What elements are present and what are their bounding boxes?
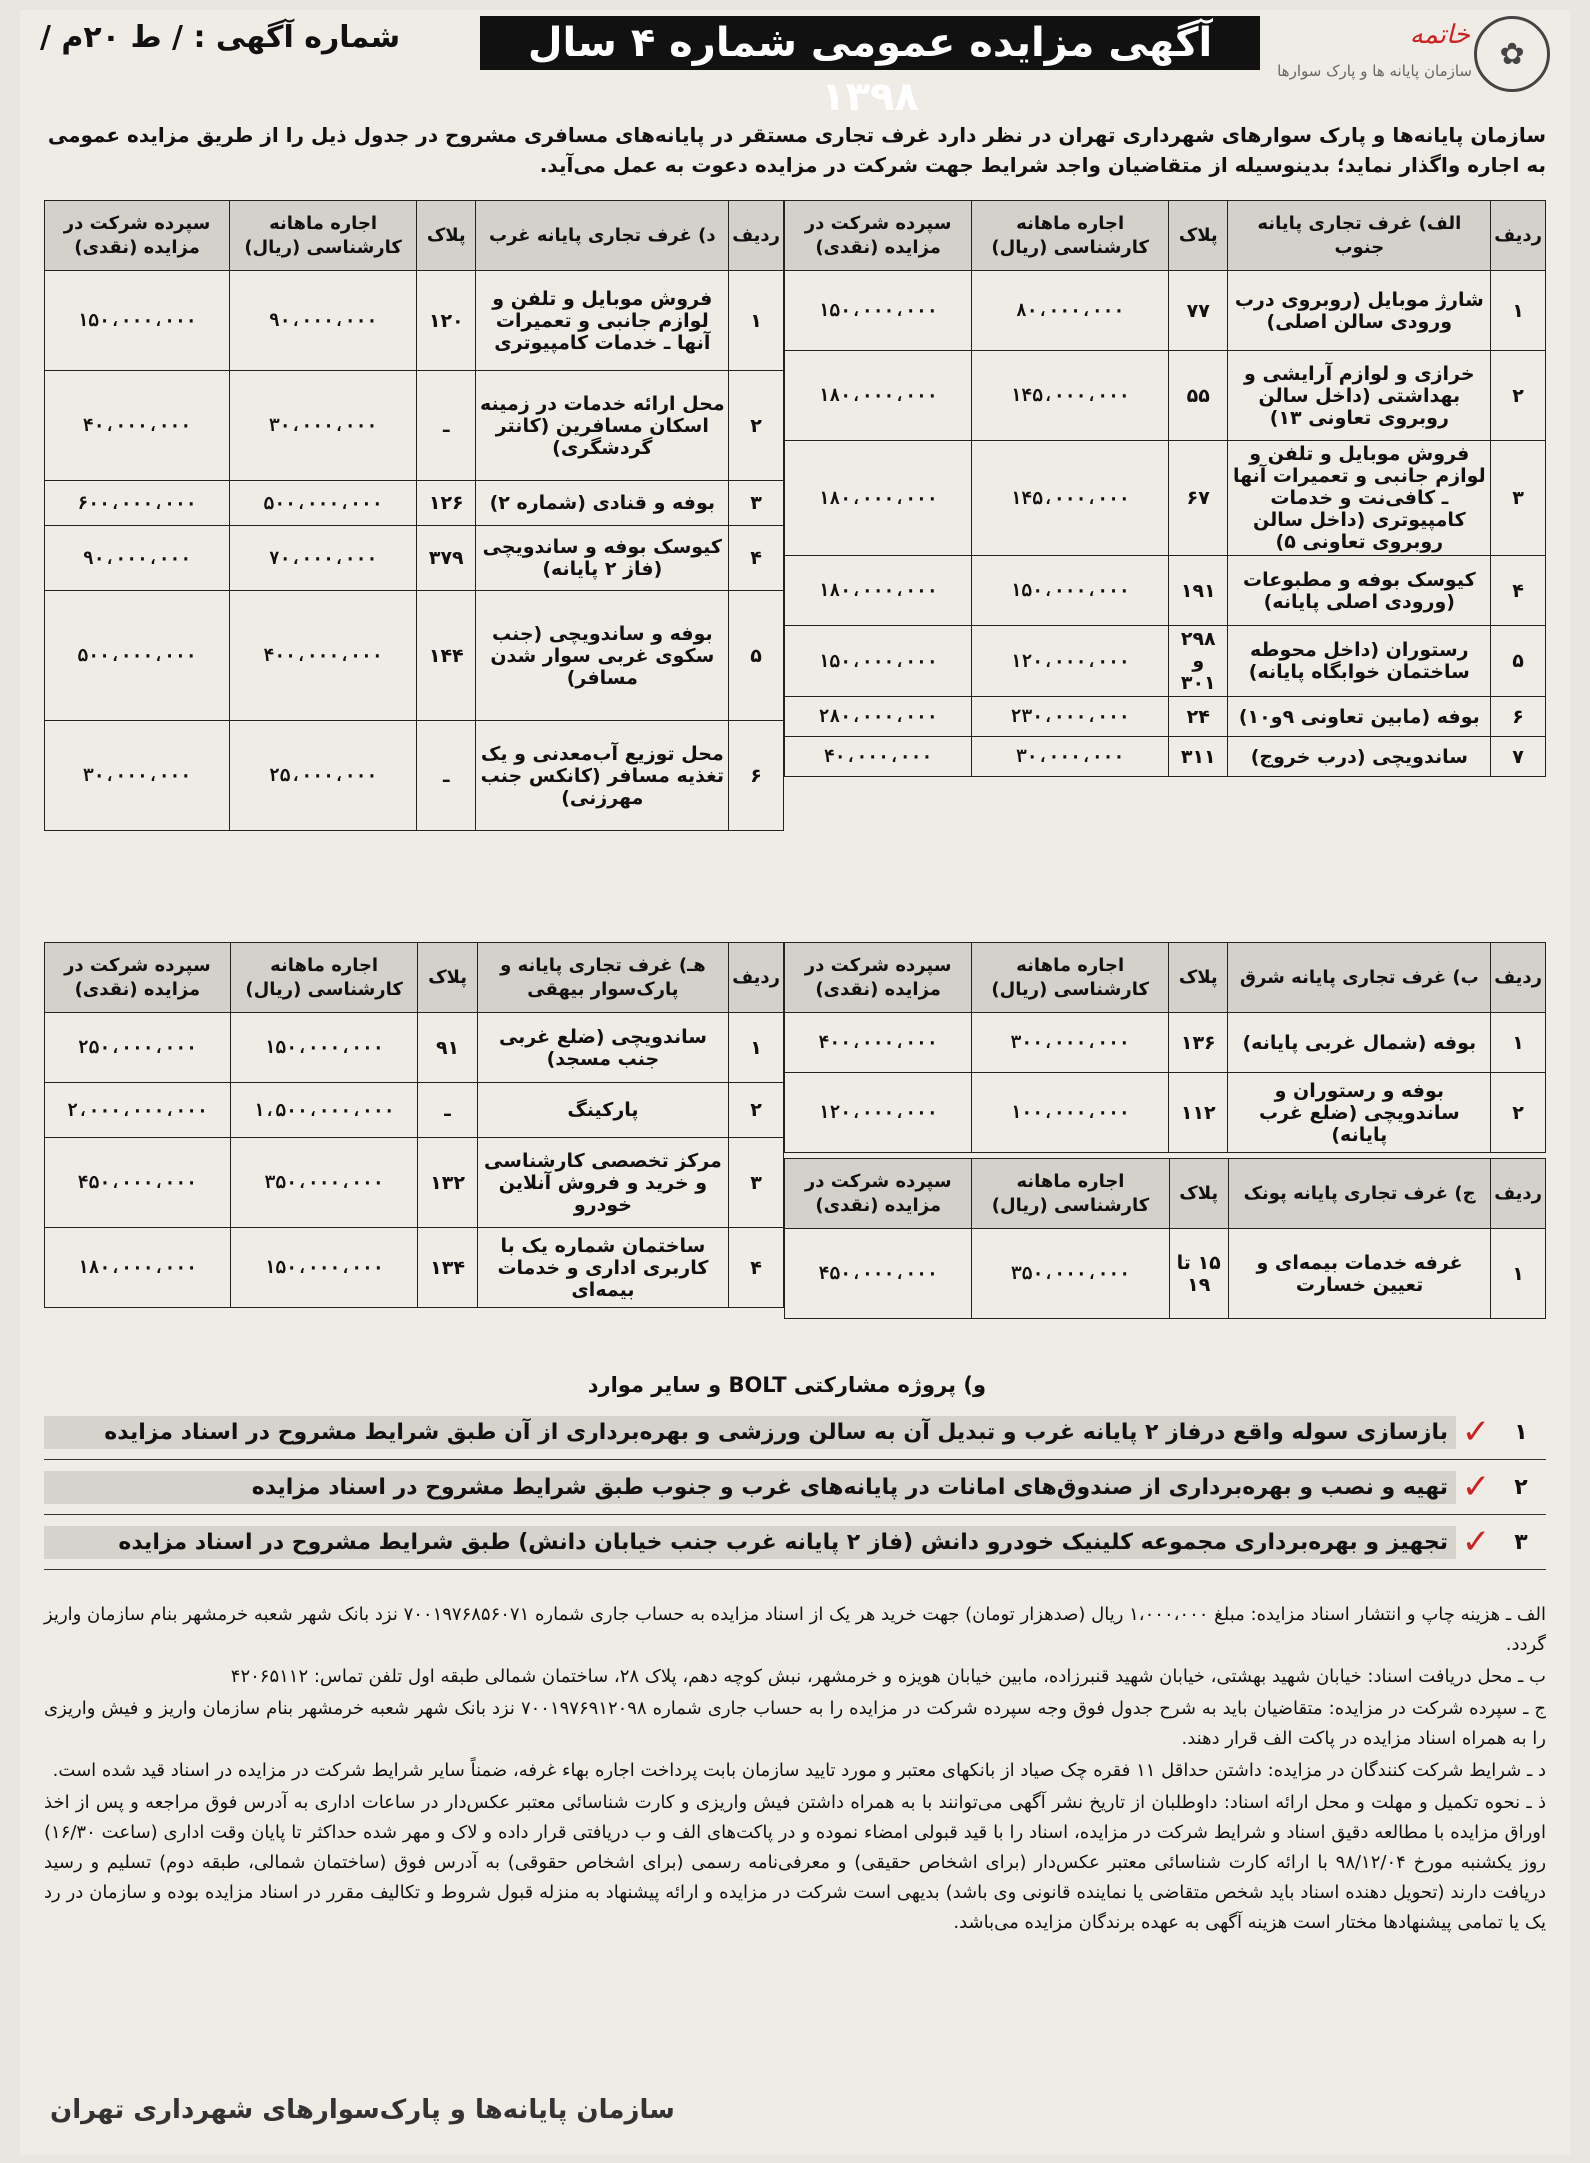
plate-cell: ۱۱۲ — [1169, 1073, 1228, 1153]
row-number: ۳ — [729, 1138, 784, 1228]
table-row — [45, 1013, 784, 1083]
item-name: بوفه و ساندویچی (جنب سکوی غربی سوار شدن مسافر) — [476, 591, 729, 721]
deposit-cell: ۵۰۰،۰۰۰،۰۰۰ — [45, 591, 230, 721]
item-name: محل توزیع آب‌معدنی و یک تغذیه مسافر (کانکس جنب مهرزنی) — [476, 721, 729, 831]
bolt-section — [44, 1365, 1546, 1570]
table-title: ج) غرف تجاری پایانه پونک — [1228, 1159, 1490, 1229]
header — [40, 16, 1550, 120]
rent-cell: ۱۵۰،۰۰۰،۰۰۰ — [972, 556, 1169, 626]
col-rent: اجاره ماهانه کارشناسی (ریال) — [230, 201, 417, 271]
item-name: غرفه خدمات بیمه‌ای و تعیین خسارت — [1228, 1229, 1490, 1319]
rows-h — [45, 1013, 784, 1308]
table-row — [45, 526, 784, 591]
item-name: شارژ موبایل (روبروی درب ورودی سالن اصلی) — [1228, 271, 1491, 351]
deposit-cell: ۱۸۰،۰۰۰،۰۰۰ — [785, 556, 972, 626]
plate-cell: ۱۹۱ — [1169, 556, 1228, 626]
col-rent: اجاره ماهانه کارشناسی (ریال) — [972, 201, 1169, 271]
plate-cell: ۱۲۰ — [417, 271, 476, 371]
item-text: بازسازی سوله واقع درفاز ۲ پایانه غرب و تبدیل آن به سالن ورزشی و بهره‌برداری از آن طبق شرایط مشروح در اسناد مزایده — [44, 1416, 1456, 1449]
plate-cell: ۲۹۸ و ۳۰۱ — [1169, 626, 1228, 697]
item-name: محل ارائه خدمات در زمینه اسکان مسافرین (کانتر گردشگری) — [476, 371, 729, 481]
org-small-text: سازمان پایانه ها و پارک سوارها — [1277, 62, 1472, 80]
intro — [46, 120, 1546, 180]
row-number: ۲ — [1491, 1073, 1546, 1153]
item-text: تهیه و نصب و بهره‌برداری از صندوق‌های امانات در پایانه‌های غرب و جنوب طبق شرایط مشروح در اسناد مزایده — [44, 1471, 1456, 1504]
col-row: ردیف — [1491, 943, 1546, 1013]
row-number: ۱ — [729, 271, 784, 371]
rent-cell: ۳۵۰،۰۰۰،۰۰۰ — [230, 1138, 418, 1228]
deposit-cell: ۱۵۰،۰۰۰،۰۰۰ — [785, 271, 972, 351]
table-title: ب) غرف تجاری پایانه شرق — [1228, 943, 1491, 1013]
table-row — [45, 371, 784, 481]
logo-icon: ✿ — [1474, 16, 1550, 92]
rent-cell: ۱۲۰،۰۰۰،۰۰۰ — [972, 626, 1169, 697]
deposit-cell: ۶۰۰،۰۰۰،۰۰۰ — [45, 481, 230, 526]
deposit-cell: ۱۸۰،۰۰۰،۰۰۰ — [785, 351, 972, 441]
rows-d — [45, 271, 784, 831]
row-number: ۴ — [729, 1228, 784, 1308]
page-title: آگهی مزایده عمومی شماره ۴ سال ۱۳۹۸ — [480, 16, 1260, 70]
checkmark-icon: ✓ — [1461, 1467, 1491, 1507]
table-east — [784, 942, 1546, 1153]
table-row — [785, 626, 1546, 697]
rent-cell: ۱۵۰،۰۰۰،۰۰۰ — [230, 1228, 418, 1308]
ad-page — [20, 10, 1570, 2155]
table-title: الف) غرف تجاری پایانه جنوب — [1228, 201, 1491, 271]
col-plate: پلاک — [417, 201, 476, 271]
plate-cell: ۱۳۴ — [418, 1228, 477, 1308]
table-title: هـ) غرف تجاری پایانه و پارک‌سوار بیهقی — [477, 943, 729, 1013]
plate-cell: ۳۷۹ — [417, 526, 476, 591]
table-row — [45, 1228, 784, 1308]
row-number: ۲ — [729, 1083, 784, 1138]
table-title: د) غرف تجاری پایانه غرب — [476, 201, 729, 271]
rent-cell: ۴۰۰،۰۰۰،۰۰۰ — [230, 591, 417, 721]
row-number: ۴ — [1491, 556, 1546, 626]
deposit-cell: ۱۸۰،۰۰۰،۰۰۰ — [785, 441, 972, 556]
item-name: بوفه (شمال غربی پایانه) — [1228, 1013, 1491, 1073]
table-row — [45, 1083, 784, 1138]
item-number: ۳ — [1514, 1529, 1528, 1555]
note-paragraph: الف ـ هزینه چاپ و انتشار اسناد مزایده: مبلغ ۱،۰۰۰،۰۰۰ ریال (صدهزار تومان) جهت خرید هر یک از اسناد مزایده به حساب جاری شماره ۷۰۰۱۹۷۶۸۵۶۰۷۱ نزد بانک شهر شعبه خرمشهر بنام سازمان واریز گردد. — [44, 1604, 1547, 1655]
rows-a — [785, 271, 1546, 777]
item-name: رستوران (داخل محوطه ساختمان خوابگاه پایانه) — [1228, 626, 1491, 697]
row-number: ۳ — [1491, 441, 1546, 556]
rent-cell: ۳۵۰،۰۰۰،۰۰۰ — [972, 1229, 1169, 1319]
rent-cell: ۷۰،۰۰۰،۰۰۰ — [230, 526, 417, 591]
footer-signature: سازمان پایانه‌ها و پارک‌سوارهای شهرداری تهران — [50, 2095, 675, 2125]
row-number: ۳ — [729, 481, 784, 526]
rent-cell: ۱۵۰،۰۰۰،۰۰۰ — [230, 1013, 418, 1083]
row-number: ۱ — [1491, 1013, 1546, 1073]
table-south — [784, 200, 1546, 777]
row-number: ۶ — [729, 721, 784, 831]
deposit-cell: ۲،۰۰۰،۰۰۰،۰۰۰ — [45, 1083, 231, 1138]
col-row: ردیف — [1491, 201, 1546, 271]
deposit-cell: ۴۰،۰۰۰،۰۰۰ — [785, 737, 972, 777]
checkmark-icon: ✓ — [1461, 1412, 1491, 1452]
intro-line: به اجاره واگذار نماید؛ بدینوسیله از متقاضیان واجد شرایط جهت شرکت در مزایده دعوت به عمل می‌آید. — [539, 153, 1546, 177]
checkmark-icon: ✓ — [1461, 1522, 1491, 1562]
item-name: کیوسک بوفه و ساندویچی (فاز ۲ پایانه) — [476, 526, 729, 591]
plate-cell: ـ — [417, 721, 476, 831]
col-rent: اجاره ماهانه کارشناسی (ریال) — [972, 943, 1169, 1013]
rent-cell: ۱۰۰،۰۰۰،۰۰۰ — [972, 1073, 1169, 1153]
rent-cell: ۱،۵۰۰،۰۰۰،۰۰۰ — [230, 1083, 418, 1138]
col-deposit: سپرده شرکت در مزایده (نقدی) — [785, 1159, 972, 1229]
plate-cell: ـ — [417, 371, 476, 481]
row-number: ۲ — [729, 371, 784, 481]
plate-cell: ۵۵ — [1169, 351, 1228, 441]
row-number: ۵ — [729, 591, 784, 721]
rent-cell: ۸۰،۰۰۰،۰۰۰ — [972, 271, 1169, 351]
item-name: ساختمان شماره یک با کاربری اداری و خدمات بیمه‌ای — [477, 1228, 729, 1308]
row-number: ۱ — [729, 1013, 784, 1083]
plate-cell: ۱۳۶ — [1169, 1013, 1228, 1073]
col-deposit: سپرده شرکت در مزایده (نقدی) — [45, 201, 230, 271]
deposit-cell: ۹۰،۰۰۰،۰۰۰ — [45, 526, 230, 591]
table-row — [45, 591, 784, 721]
rent-cell: ۱۴۵،۰۰۰،۰۰۰ — [972, 351, 1169, 441]
list-item — [44, 1460, 1546, 1515]
table-row — [785, 441, 1546, 556]
table-row — [785, 556, 1546, 626]
table-row — [785, 1229, 1546, 1319]
rent-cell: ۵۰۰،۰۰۰،۰۰۰ — [230, 481, 417, 526]
notes — [44, 1600, 1546, 1940]
item-name: مرکز تخصصی کارشناسی و خرید و فروش آنلاین خودرو — [477, 1138, 729, 1228]
item-name: خرازی و لوازم آرایشی و بهداشتی (داخل سالن روبروی تعاونی ۱۳) — [1228, 351, 1491, 441]
deposit-cell: ۲۵۰،۰۰۰،۰۰۰ — [45, 1013, 231, 1083]
table-row — [45, 721, 784, 831]
item-text: تجهیز و بهره‌برداری مجموعه کلینیک خودرو دانش (فاز ۲ پایانه غرب جنب خیابان دانش) طبق شرایط مشروح در اسناد مزایده — [44, 1526, 1456, 1559]
item-name: بوفه (مابین تعاونی ۹و۱۰) — [1228, 697, 1491, 737]
table-row — [785, 1073, 1546, 1153]
table-punak — [784, 1158, 1546, 1319]
row-number: ۷ — [1491, 737, 1546, 777]
note-paragraph: ب ـ محل دریافت اسناد: خیابان شهید بهشتی، خیابان شهید قنبرزاده، مابین خیابان هویزه و خرمشهر، نبش کوچه دهم، پلاک ۲۸، ساختمان شمالی طبقه اول تلفن تماس: ۴۲۰۶۵۱۱۲ — [230, 1666, 1546, 1687]
item-name: فروش موبایل و تلفن و لوازم جانبی و تعمیرات آنها ـ خدمات کامپیوتری — [476, 271, 729, 371]
note-paragraph: ج ـ سپرده شرکت در مزایده: متقاضیان باید به شرح جدول فوق وجه سپرده شرکت در مزایده را به حساب جاری شماره ۷۰۰۱۹۷۶۹۱۲۰۹۸ نزد بانک شهر شعبه خرمشهر بنام سازمان واریز و فیش واریزی را به همراه اسناد مزایده در پاکت الف قرار دهند. — [44, 1698, 1546, 1749]
deposit-cell: ۱۲۰،۰۰۰،۰۰۰ — [785, 1073, 972, 1153]
table-row — [45, 1138, 784, 1228]
col-deposit: سپرده شرکت در مزایده (نقدی) — [785, 943, 972, 1013]
note-paragraph: د ـ شرایط شرکت کنندگان در مزایده: داشتن حداقل ۱۱ فقره چک صیاد از بانکهای معتبر و مورد تایید سازمان بابت پرداخت اجاره بهاء غرفه، ضمناً سایر شرایط شرکت در مزایده در اسناد قید شده است. — [52, 1760, 1546, 1781]
deposit-cell: ۱۵۰،۰۰۰،۰۰۰ — [45, 271, 230, 371]
deposit-cell: ۱۸۰،۰۰۰،۰۰۰ — [45, 1228, 231, 1308]
col-deposit: سپرده شرکت در مزایده (نقدی) — [785, 201, 972, 271]
intro-line: سازمان پایانه‌ها و پارک سوارهای شهرداری تهران در نظر دارد غرف تجاری مستقر در پایانه‌های مسافری مشروح در جدول ذیل را از طریق مزایده عمومی — [47, 123, 1546, 147]
item-name: ساندویچی (ضلع غربی جنب مسجد) — [477, 1013, 729, 1083]
item-name: بوفه و قنادی (شماره ۲) — [476, 481, 729, 526]
table-beyhaghi — [44, 942, 784, 1308]
item-name: بوفه و رستوران و ساندویچی (ضلع غرب پایانه) — [1228, 1073, 1491, 1153]
col-row: ردیف — [729, 201, 784, 271]
table-west — [44, 200, 784, 831]
row-number: ۲ — [1491, 351, 1546, 441]
row-number: ۵ — [1491, 626, 1546, 697]
deposit-cell: ۴۰۰،۰۰۰،۰۰۰ — [785, 1013, 972, 1073]
plate-cell: ۳۱۱ — [1169, 737, 1228, 777]
item-number: ۱ — [1514, 1419, 1528, 1445]
item-name: کیوسک بوفه و مطبوعات (ورودی اصلی پایانه) — [1228, 556, 1491, 626]
item-name: ساندویچی (درب خروج) — [1228, 737, 1491, 777]
table-row — [785, 697, 1546, 737]
item-number: ۲ — [1514, 1474, 1528, 1500]
table-row — [785, 271, 1546, 351]
row-number: ۴ — [729, 526, 784, 591]
ad-number: شماره آگهی : / ط ۲۰م / — [40, 20, 401, 55]
table-row — [45, 481, 784, 526]
col-rent: اجاره ماهانه کارشناسی (ریال) — [972, 1159, 1169, 1229]
col-plate: پلاک — [1169, 943, 1228, 1013]
col-plate: پلاک — [1169, 201, 1228, 271]
rent-cell: ۲۳۰،۰۰۰،۰۰۰ — [972, 697, 1169, 737]
col-deposit: سپرده شرکت در مزایده (نقدی) — [45, 943, 231, 1013]
list-item — [44, 1405, 1546, 1460]
plate-cell: ۶۷ — [1169, 441, 1228, 556]
deposit-cell: ۱۵۰،۰۰۰،۰۰۰ — [785, 626, 972, 697]
rent-cell: ۳۰،۰۰۰،۰۰۰ — [972, 737, 1169, 777]
plate-cell: ۱۳۲ — [418, 1138, 477, 1228]
bolt-title: و) پروژه مشارکتی BOLT و سایر موارد — [587, 1373, 986, 1397]
plate-cell: ۲۴ — [1169, 697, 1228, 737]
rows-b — [785, 1013, 1546, 1153]
col-row: ردیف — [729, 943, 784, 1013]
item-name: فروش موبایل و تلفن و لوازم جانبی و تعمیرات آنها ـ کافی‌نت و خدمات کامپیوتری (داخل سالن روبروی تعاونی ۵) — [1228, 441, 1491, 556]
list-item — [44, 1515, 1546, 1570]
item-name: پارکینگ — [477, 1083, 729, 1138]
deposit-cell: ۲۸۰،۰۰۰،۰۰۰ — [785, 697, 972, 737]
deposit-cell: ۴۵۰،۰۰۰،۰۰۰ — [45, 1138, 231, 1228]
plate-cell: ۱۵ تا ۱۹ — [1169, 1229, 1228, 1319]
col-plate: پلاک — [1169, 1159, 1228, 1229]
plate-cell: ۱۴۴ — [417, 591, 476, 721]
row-number: ۱ — [1491, 271, 1546, 351]
plate-cell: ۷۷ — [1169, 271, 1228, 351]
col-plate: پلاک — [418, 943, 477, 1013]
plate-cell: ۹۱ — [418, 1013, 477, 1083]
rent-cell: ۲۵،۰۰۰،۰۰۰ — [230, 721, 417, 831]
plate-cell: ۱۲۶ — [417, 481, 476, 526]
deposit-cell: ۴۵۰،۰۰۰،۰۰۰ — [785, 1229, 972, 1319]
handwritten-note: خاتمه — [1409, 20, 1470, 50]
row-number: ۶ — [1491, 697, 1546, 737]
table-row — [785, 1013, 1546, 1073]
table-row — [785, 351, 1546, 441]
note-paragraph: ذ ـ نحوه تکمیل و مهلت و محل ارائه اسناد: داوطلبان از تاریخ نشر آگهی می‌توانند با به همراه داشتن فیش واریزی و کارت شناسائی معتبر عکس‌دار در ساعات اداری به آدرس فوق مراجعه و پس از اخذ اوراق مزایده با مطالعه دقیق اسناد و شرایط شرکت در مزایده، اسناد را با قید قبولی امضاء نموده و در پاکت‌های الف و ب دریافتی قرار داده و لاک و مهر شده حداکثر تا پایان وقت اداری (ساعت ۱۶/۳۰) روز یکشنبه مورخ ۹۸/۱۲/۰۴ با ارائه کارت شناسائی معتبر عکس‌دار (برای اشخاص حقیقی) و معرفی‌نامه رسمی (برای اشخاص حقوقی) به آدرس فوق (ساختمان شمالی، طبقه دوم) تسلیم و رسید دریافت دارند (تحویل دهنده اسناد باید شخص متقاضی یا نماینده قانونی وی باشد) بدیهی است شرکت در مزایده و ارائه پیشنهاد به منزله قبول شروط و تکالیف مقرر در اسناد مزایده بوده و سازمان در رد یک یا تمامی پیشنهادها مختار است هزینه آگهی به عهده برندگان مزایده می‌باشد. — [44, 1792, 1547, 1933]
col-row: ردیف — [1491, 1159, 1546, 1229]
plate-cell: ـ — [418, 1083, 477, 1138]
col-rent: اجاره ماهانه کارشناسی (ریال) — [230, 943, 418, 1013]
rent-cell: ۳۰،۰۰۰،۰۰۰ — [230, 371, 417, 481]
deposit-cell: ۳۰،۰۰۰،۰۰۰ — [45, 721, 230, 831]
table-row — [45, 271, 784, 371]
rent-cell: ۹۰،۰۰۰،۰۰۰ — [230, 271, 417, 371]
table-row — [785, 737, 1546, 777]
rows-c — [785, 1229, 1546, 1319]
rent-cell: ۳۰۰،۰۰۰،۰۰۰ — [972, 1013, 1169, 1073]
rent-cell: ۱۴۵،۰۰۰،۰۰۰ — [972, 441, 1169, 556]
deposit-cell: ۴۰،۰۰۰،۰۰۰ — [45, 371, 230, 481]
row-number: ۱ — [1491, 1229, 1546, 1319]
